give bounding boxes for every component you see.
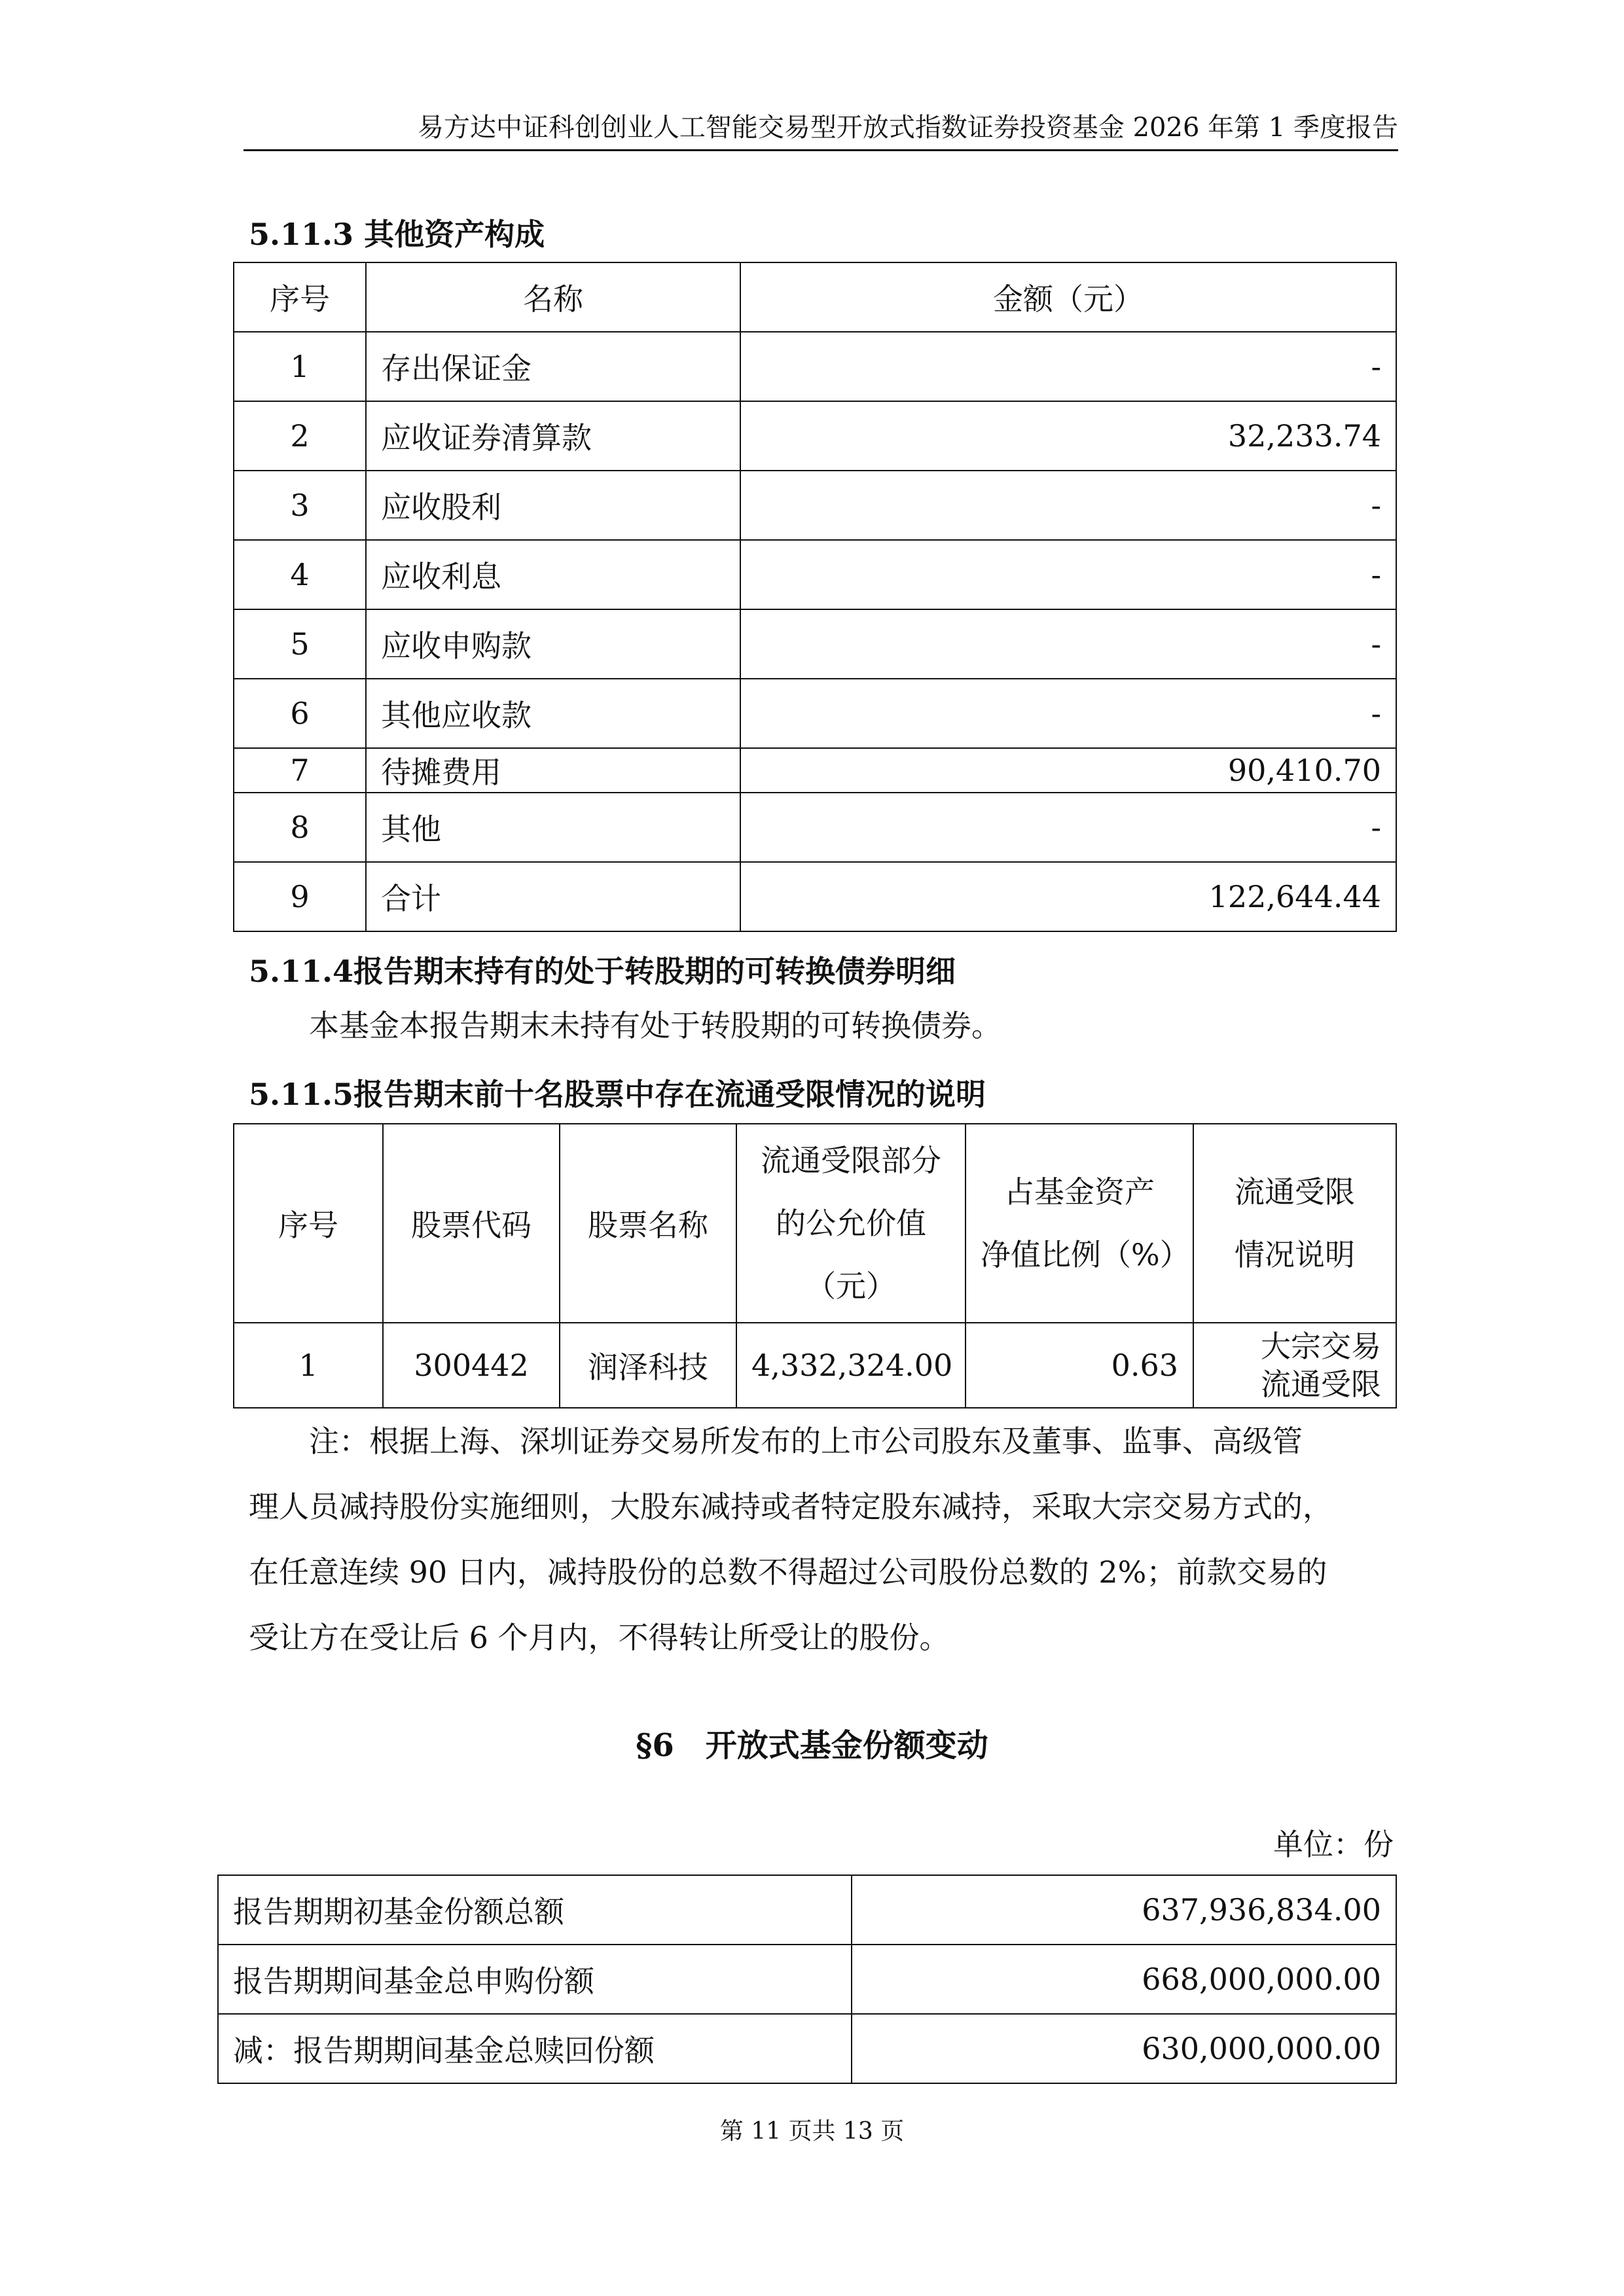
row-amount: - — [740, 609, 1396, 679]
row-restriction-desc: 大宗交易 流通受限 — [1193, 1323, 1396, 1408]
row-amount: - — [740, 332, 1396, 401]
row-name: 应收证券清算款 — [366, 401, 740, 471]
row-label: 减：报告期期间基金总赎回份额 — [218, 2014, 852, 2083]
fund-shares-table — [217, 1874, 1397, 2084]
table-row — [234, 609, 1396, 679]
row-name: 其他 — [366, 793, 740, 862]
note-line: 理人员减持股份实施细则，大股东减持或者特定股东减持，采取大宗交易方式的， — [249, 1489, 1333, 1524]
table-row-total — [234, 862, 1396, 931]
col-header-name: 名称 — [366, 262, 740, 332]
note-line: 在任意连续 90 日内，减持股份的总数不得超过公司股份总数的 2%；前款交易的 — [249, 1554, 1327, 1590]
row-no: 2 — [234, 401, 366, 471]
row-value: 630,000,000.00 — [852, 2014, 1396, 2083]
page-number: 第 11 页共 13 页 — [719, 2118, 905, 2145]
row-no: 6 — [234, 679, 366, 748]
section-6-title: §6 开放式基金份额变动 — [636, 1727, 988, 1764]
row-no: 7 — [234, 748, 366, 793]
table-row — [234, 793, 1396, 862]
unit-label: 单位：份 — [1273, 1827, 1394, 1862]
section-5-11-5-heading: 5.11.5报告期末前十名股票中存在流通受限情况的说明 — [249, 1077, 986, 1112]
table-header-row — [234, 262, 1396, 332]
col-header-amount: 金额（元） — [740, 262, 1396, 332]
row-label: 报告期期间基金总申购份额 — [218, 1945, 852, 2014]
row-amount: 90,410.70 — [740, 748, 1396, 793]
table-row — [234, 748, 1396, 793]
table-row — [234, 401, 1396, 471]
section-5-11-4-heading: 5.11.4报告期末持有的处于转股期的可转换债券明细 — [249, 954, 956, 989]
row-label: 报告期期初基金份额总额 — [218, 1875, 852, 1945]
running-header — [244, 110, 1398, 151]
row-amount: 32,233.74 — [740, 401, 1396, 471]
row-name: 存出保证金 — [366, 332, 740, 401]
row-no: 9 — [234, 862, 366, 931]
row-name: 应收利息 — [366, 540, 740, 609]
row-nav-ratio: 0.63 — [965, 1323, 1193, 1408]
note-line: 受让方在受让后 6 个月内，不得转让所受让的股份。 — [249, 1620, 950, 1655]
row-fair-value: 4,332,324.00 — [736, 1323, 965, 1408]
table-row — [218, 2014, 1396, 2083]
table-row — [218, 1945, 1396, 2014]
row-name: 合计 — [366, 862, 740, 931]
row-amount: - — [740, 679, 1396, 748]
row-stock-code: 300442 — [383, 1323, 560, 1408]
row-no: 1 — [234, 1323, 383, 1408]
table-row — [234, 471, 1396, 540]
row-no: 1 — [234, 332, 366, 401]
row-name: 待摊费用 — [366, 748, 740, 793]
restricted-stocks-table — [233, 1123, 1397, 1408]
row-amount: - — [740, 540, 1396, 609]
row-amount: - — [740, 471, 1396, 540]
row-no: 8 — [234, 793, 366, 862]
section-5-11-3-heading: 5.11.3 其他资产构成 — [249, 217, 545, 252]
col-header-fair-value: 流通受限部分 的公允价值 （元） — [736, 1124, 965, 1323]
col-header-nav-ratio: 占基金资产 净值比例（%） — [965, 1124, 1193, 1323]
col-header-name: 股票名称 — [560, 1124, 736, 1323]
table-row — [234, 332, 1396, 401]
section-5-11-5-note — [249, 1408, 1396, 1670]
row-no: 3 — [234, 471, 366, 540]
row-value: 637,936,834.00 — [852, 1875, 1396, 1945]
col-header-no: 序号 — [234, 262, 366, 332]
table-row — [234, 540, 1396, 609]
row-no: 5 — [234, 609, 366, 679]
table-row — [218, 1875, 1396, 1945]
col-header-no: 序号 — [234, 1124, 383, 1323]
row-name: 其他应收款 — [366, 679, 740, 748]
table-row — [234, 1323, 1396, 1408]
row-stock-name: 润泽科技 — [560, 1323, 736, 1408]
row-amount: 122,644.44 — [740, 862, 1396, 931]
report-title: 易方达中证科创创业人工智能交易型开放式指数证券投资基金 2026 年第 1 季度报告 — [417, 113, 1398, 143]
note-line: 注：根据上海、深圳证券交易所发布的上市公司股东及董事、监事、高级管 — [309, 1424, 1303, 1459]
col-header-restriction-desc: 流通受限 情况说明 — [1193, 1124, 1396, 1323]
row-no: 4 — [234, 540, 366, 609]
row-value: 668,000,000.00 — [852, 1945, 1396, 2014]
row-amount: - — [740, 793, 1396, 862]
table-row — [234, 679, 1396, 748]
col-header-code: 股票代码 — [383, 1124, 560, 1323]
other-assets-table — [233, 262, 1397, 932]
row-name: 应收股利 — [366, 471, 740, 540]
table-header-row — [234, 1124, 1396, 1323]
section-5-11-4-text: 本基金本报告期末未持有处于转股期的可转换债券。 — [309, 1008, 1001, 1043]
row-name: 应收申购款 — [366, 609, 740, 679]
